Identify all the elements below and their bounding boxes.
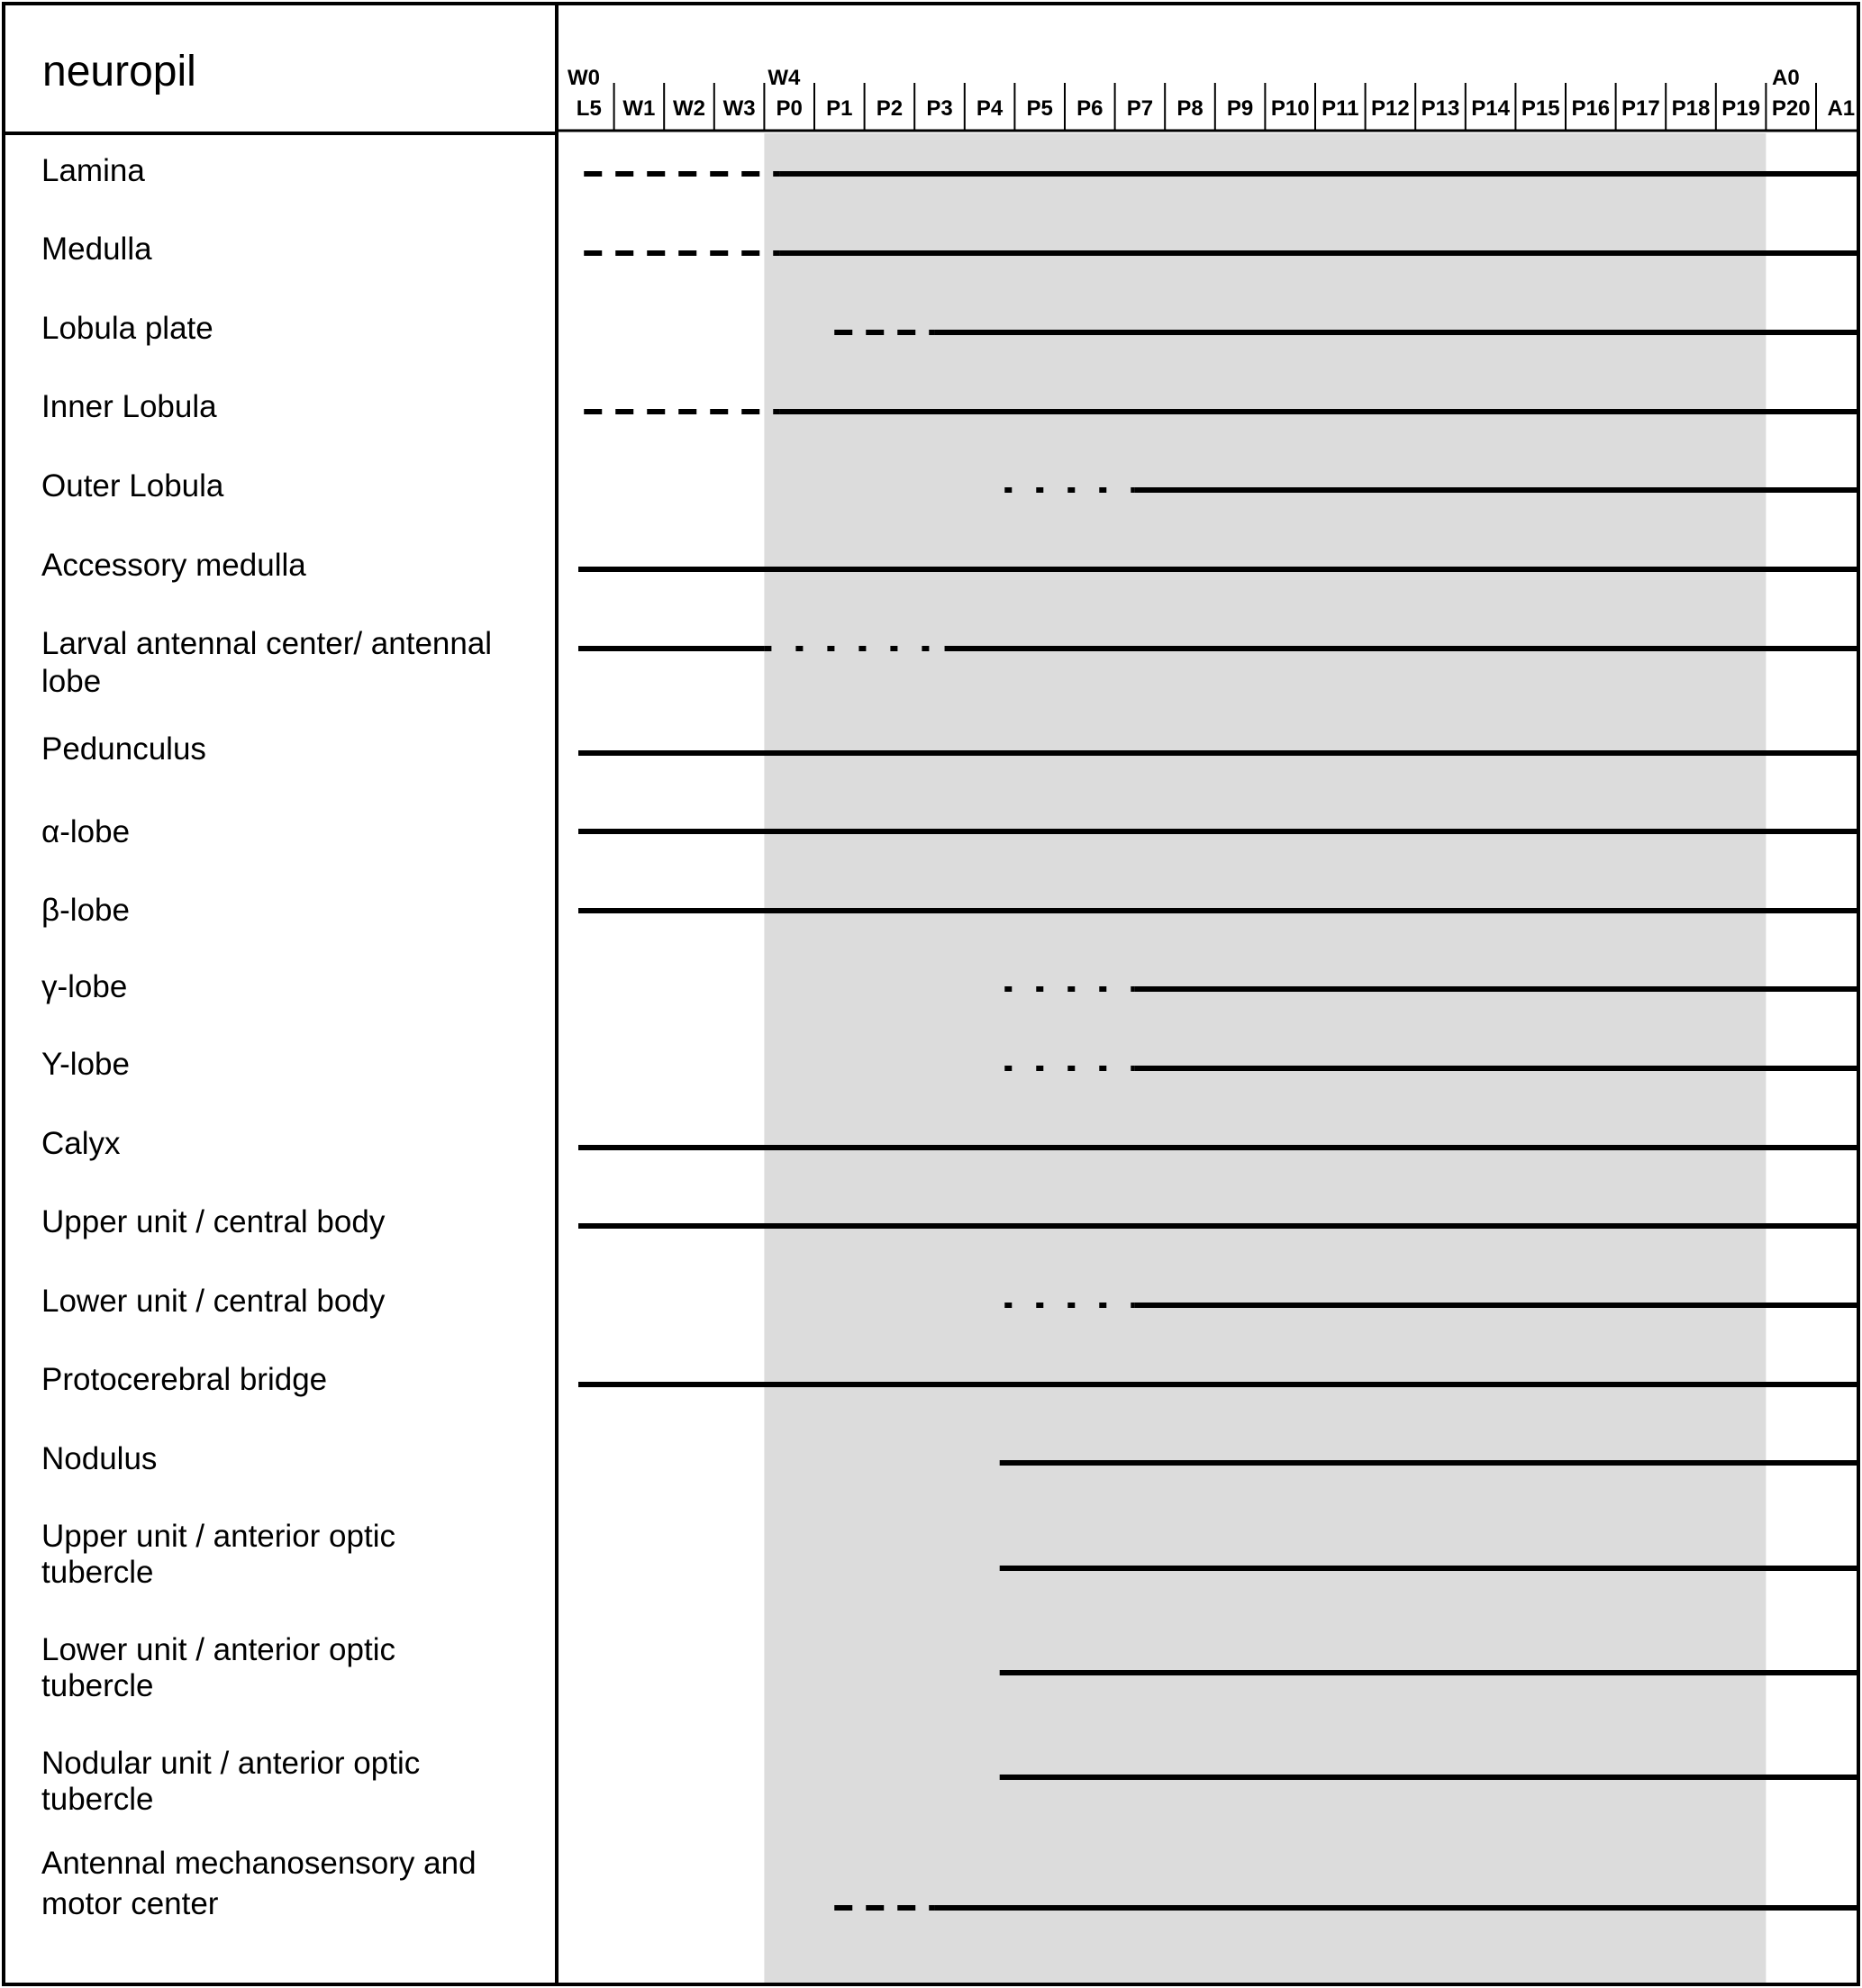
stage-label: P9 (1226, 96, 1254, 121)
neuropil-title: neuropil (42, 48, 196, 95)
stage-top-label: W0 (568, 66, 600, 90)
stage-label: P0 (776, 96, 803, 121)
stage-top-label: A0 (1772, 66, 1800, 90)
stage-label: P4 (976, 96, 1004, 121)
row-label: Outer Lobula (41, 468, 224, 504)
row-labels (41, 153, 492, 1921)
stage-label: P11 (1322, 96, 1359, 121)
row-label: Nodulus (41, 1441, 158, 1476)
row-label: Pedunculus (41, 731, 206, 767)
stage-label: P5 (1026, 96, 1053, 121)
stage-label: P8 (1176, 96, 1203, 121)
stage-label: P18 (1671, 96, 1711, 121)
stage-label: W1 (622, 96, 656, 121)
stage-label: P14 (1471, 96, 1510, 121)
row-label: Lower unit / central body (41, 1284, 386, 1319)
row-label: Lower unit / anterior optic tubercle (41, 1632, 395, 1703)
row-label: Upper unit / anterior optic tubercle (41, 1519, 395, 1590)
stage-label: P19 (1721, 96, 1760, 121)
stage-label: P16 (1571, 96, 1611, 121)
row-label: Y-lobe (41, 1047, 130, 1082)
row-label: Protocerebral bridge (41, 1362, 328, 1397)
stage-label: A1 (1827, 96, 1856, 121)
stage-label: L5 (576, 96, 602, 121)
row-label: Accessory medulla (41, 548, 306, 583)
stage-label: P12 (1371, 96, 1410, 121)
stage-label: P13 (1421, 96, 1460, 121)
stage-label: W2 (673, 96, 705, 121)
row-label: β-lobe (41, 893, 130, 928)
stage-label: P1 (826, 96, 853, 121)
stage-label: P3 (926, 96, 953, 121)
stage-label: P17 (1621, 96, 1660, 121)
stage-label: P10 (1270, 96, 1310, 121)
stage-labels (568, 66, 1855, 121)
stage-label: P20 (1771, 96, 1811, 121)
stage-top-label: W4 (768, 66, 801, 90)
row-label: Inner Lobula (41, 389, 217, 424)
row-label: γ-lobe (41, 969, 128, 1004)
stage-label: P6 (1076, 96, 1104, 121)
row-label: Lamina (41, 153, 145, 188)
stage-label: P15 (1521, 96, 1560, 121)
row-label: Nodular unit / anterior optic tubercle (41, 1746, 421, 1817)
row-label: α-lobe (41, 814, 131, 849)
stage-label: P2 (876, 96, 904, 121)
stage-label: P7 (1126, 96, 1154, 121)
row-label: Calyx (41, 1126, 121, 1161)
stage-label: W3 (722, 96, 756, 121)
row-label: Lobula plate (41, 311, 213, 346)
row-label: Upper unit / central body (41, 1204, 386, 1239)
row-label: Antennal mechanosensory and motor center (41, 1846, 477, 1921)
row-label: Larval antennal center/ antennal lobe (41, 626, 493, 699)
row-label: Medulla (41, 231, 152, 267)
